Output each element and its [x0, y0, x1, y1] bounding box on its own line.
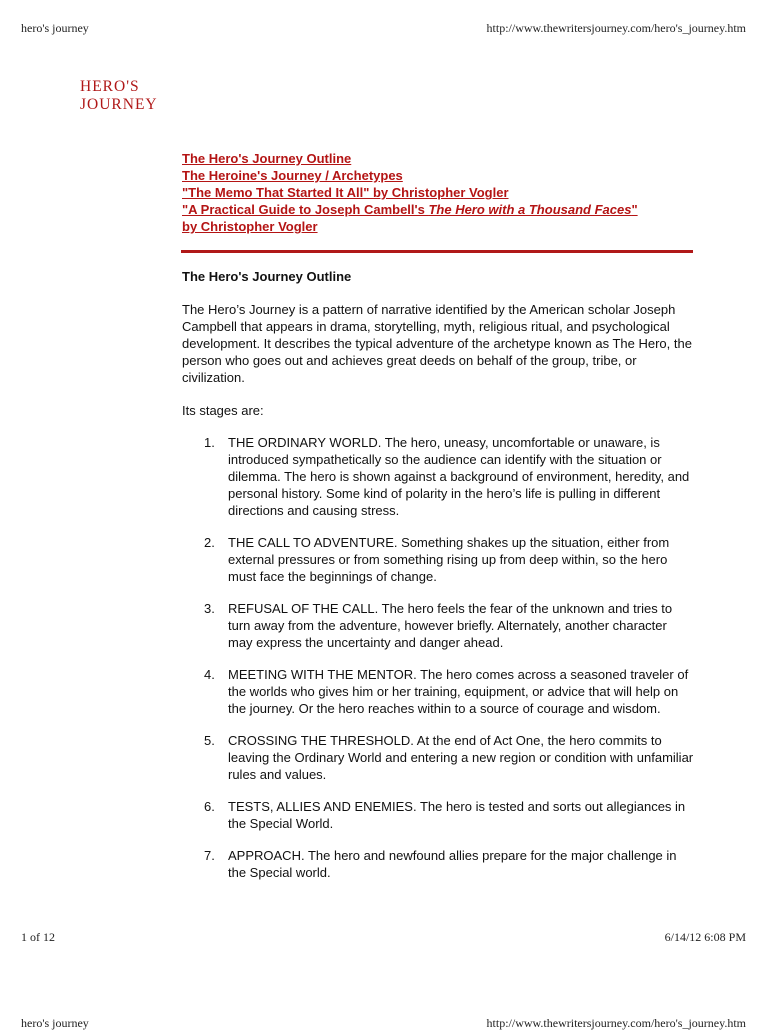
nav-link-by-vogler[interactable]: by Christopher Vogler [182, 219, 318, 234]
logo-line-2: JOURNEY [80, 96, 158, 113]
article-nav [182, 150, 638, 235]
stage-text: THE ORDINARY WORLD. The hero, uneasy, uncomfortable or unaware, is introduced sympathetically so the audience can identify with the situation or dilemma. The hero is shown against a background of environment, heredity, and personal history. Some kind of polarity in the hero’s life is pulling in different directions and causing stress. [228, 435, 690, 518]
stages-label: Its stages are: [182, 403, 264, 418]
list-item [182, 847, 694, 881]
stage-number: 5. [204, 733, 215, 748]
list-item [182, 434, 694, 519]
list-item [182, 600, 694, 651]
list-item [182, 732, 694, 783]
print-header-title: hero's journey [21, 21, 89, 35]
stage-text: THE CALL TO ADVENTURE. Something shakes up the situation, either from external pressures or from something rising up from deep within, so the hero must face the beginnings of change. [228, 535, 670, 584]
print-header-url: http://www.thewritersjourney.com/hero's_journey.htm [486, 21, 746, 35]
nav-link-heroines-journey[interactable]: The Heroine's Journey / Archetypes [182, 168, 403, 183]
logo-line-1: HERO'S [80, 78, 140, 95]
stage-number: 7. [204, 848, 215, 863]
nav-link-heros-journey-outline[interactable]: The Hero's Journey Outline [182, 151, 352, 166]
stages-list [182, 434, 712, 881]
intro-paragraph: The Hero’s Journey is a pattern of narrative identified by the American scholar Joseph Campbell that appears in drama, storytelling, myth, religious ritual, and psychological development. It describes the typical adventure of the archetype known as The Hero, the person who goes out and achieves great deeds on behalf of the group, tribe, or civilization. [182, 302, 692, 385]
stage-number: 4. [204, 667, 215, 682]
stage-number: 1. [204, 435, 215, 450]
nav-link-practical-guide[interactable] [182, 201, 638, 218]
list-item [182, 666, 694, 717]
next-page-header-title: hero's journey [21, 1016, 89, 1030]
stage-number: 2. [204, 535, 215, 550]
nav-link-practical-guide-book-title: The Hero with a Thousand Faces [428, 202, 632, 217]
nav-link-memo[interactable]: "The Memo That Started It All" by Christopher Vogler [182, 185, 509, 200]
nav-link-practical-guide-suffix: " [631, 202, 638, 217]
page-counter: 1 of 12 [21, 930, 55, 944]
stage-text: CROSSING THE THRESHOLD. At the end of Act One, the hero commits to leaving the Ordinary World and entering a new region or condition with unfamiliar rules and values. [228, 733, 694, 782]
nav-link-practical-guide-prefix: "A Practical Guide to Joseph Cambell's [182, 202, 429, 217]
divider-rule [181, 250, 693, 253]
stage-number: 3. [204, 601, 215, 616]
stage-text: TESTS, ALLIES AND ENEMIES. The hero is tested and sorts out allegiances in the Special World. [228, 799, 686, 831]
site-logo[interactable] [80, 78, 158, 114]
article-body [182, 268, 712, 896]
stage-text: MEETING WITH THE MENTOR. The hero comes across a seasoned traveler of the worlds who gives him or her training, equipment, or advice that will help on the journey. Or the hero reaches within to a source of courage and wisdom. [228, 667, 689, 716]
next-page-header-url: http://www.thewritersjourney.com/hero's_journey.htm [486, 1016, 746, 1030]
stage-number: 6. [204, 799, 215, 814]
print-date: 6/14/12 6:08 PM [664, 930, 746, 944]
stage-text: APPROACH. The hero and newfound allies prepare for the major challenge in the Special world. [228, 848, 677, 880]
stage-text: REFUSAL OF THE CALL. The hero feels the fear of the unknown and tries to turn away from the adventure, however briefly. Alternately, another character may express the uncertainty and danger ahead. [228, 601, 673, 650]
section-title: The Hero's Journey Outline [182, 269, 352, 284]
list-item [182, 798, 694, 832]
list-item [182, 534, 694, 585]
